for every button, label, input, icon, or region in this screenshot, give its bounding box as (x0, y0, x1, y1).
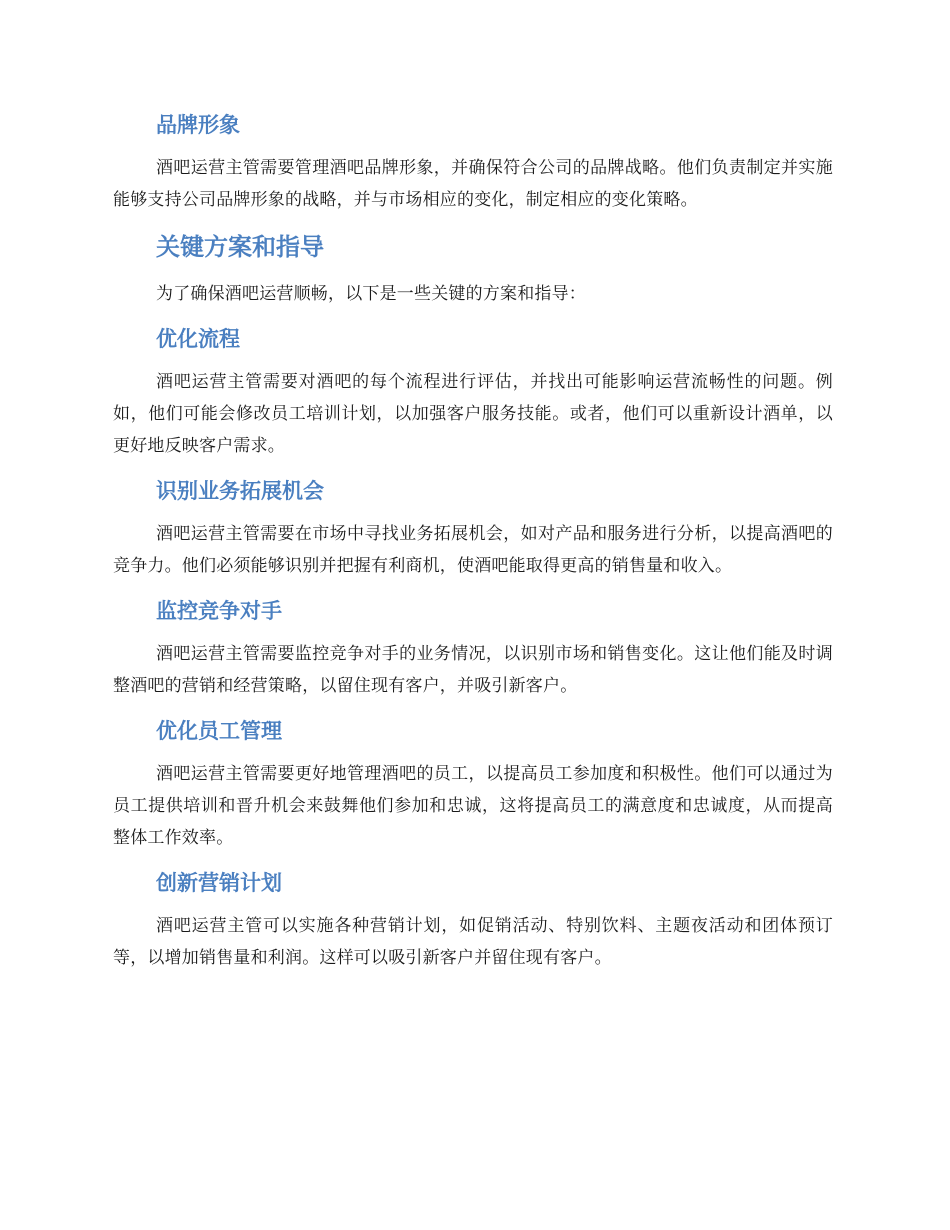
section-heading-brand-image: 品牌形象 (156, 113, 240, 137)
subsection-heading-marketing-plan: 创新营销计划 (156, 871, 282, 895)
subsection-body-marketing-plan: 酒吧运营主管可以实施各种营销计划，如促销活动、特别饮料、主题夜活动和团体预订等，以增加销售量和利润。这样可以吸引新客户并留住现有客户。 (113, 916, 833, 968)
subsection-heading-business-expansion: 识别业务拓展机会 (156, 479, 324, 503)
subsection-heading-monitor-competitors: 监控竞争对手 (156, 599, 282, 623)
subsection-body-optimize-process: 酒吧运营主管需要对酒吧的每个流程进行评估，并找出可能影响运营流畅性的问题。例如，他们可能会修改员工培训计划，以加强客户服务技能。或者，他们可以重新设计酒单，以更好地反映客户需求。 (113, 372, 833, 456)
subsection-body-business-expansion: 酒吧运营主管需要在市场中寻找业务拓展机会，如对产品和服务进行分析，以提高酒吧的竞争力。他们必须能够识别并把握有利商机，使酒吧能取得更高的销售量和收入。 (113, 524, 833, 576)
subsection-heading-staff-management: 优化员工管理 (156, 719, 282, 743)
main-heading-key-plans: 关键方案和指导 (156, 233, 324, 261)
subsection-body-staff-management: 酒吧运营主管需要更好地管理酒吧的员工，以提高员工参加度和积极性。他们可以通过为员工提供培训和晋升机会来鼓舞他们参加和忠诚，这将提高员工的满意度和忠诚度，从而提高整体工作效率。 (113, 764, 833, 848)
intro-paragraph: 为了确保酒吧运营顺畅，以下是一些关键的方案和指导： (156, 284, 586, 304)
section-body-brand-image: 酒吧运营主管需要管理酒吧品牌形象，并确保符合公司的品牌战略。他们负责制定并实施能够支持公司品牌形象的战略，并与市场相应的变化，制定相应的变化策略。 (113, 158, 833, 210)
subsection-heading-optimize-process: 优化流程 (156, 327, 240, 351)
subsection-body-monitor-competitors: 酒吧运营主管需要监控竞争对手的业务情况，以识别市场和销售变化。这让他们能及时调整酒吧的营销和经营策略，以留住现有客户，并吸引新客户。 (113, 644, 833, 696)
document-content (113, 108, 833, 986)
